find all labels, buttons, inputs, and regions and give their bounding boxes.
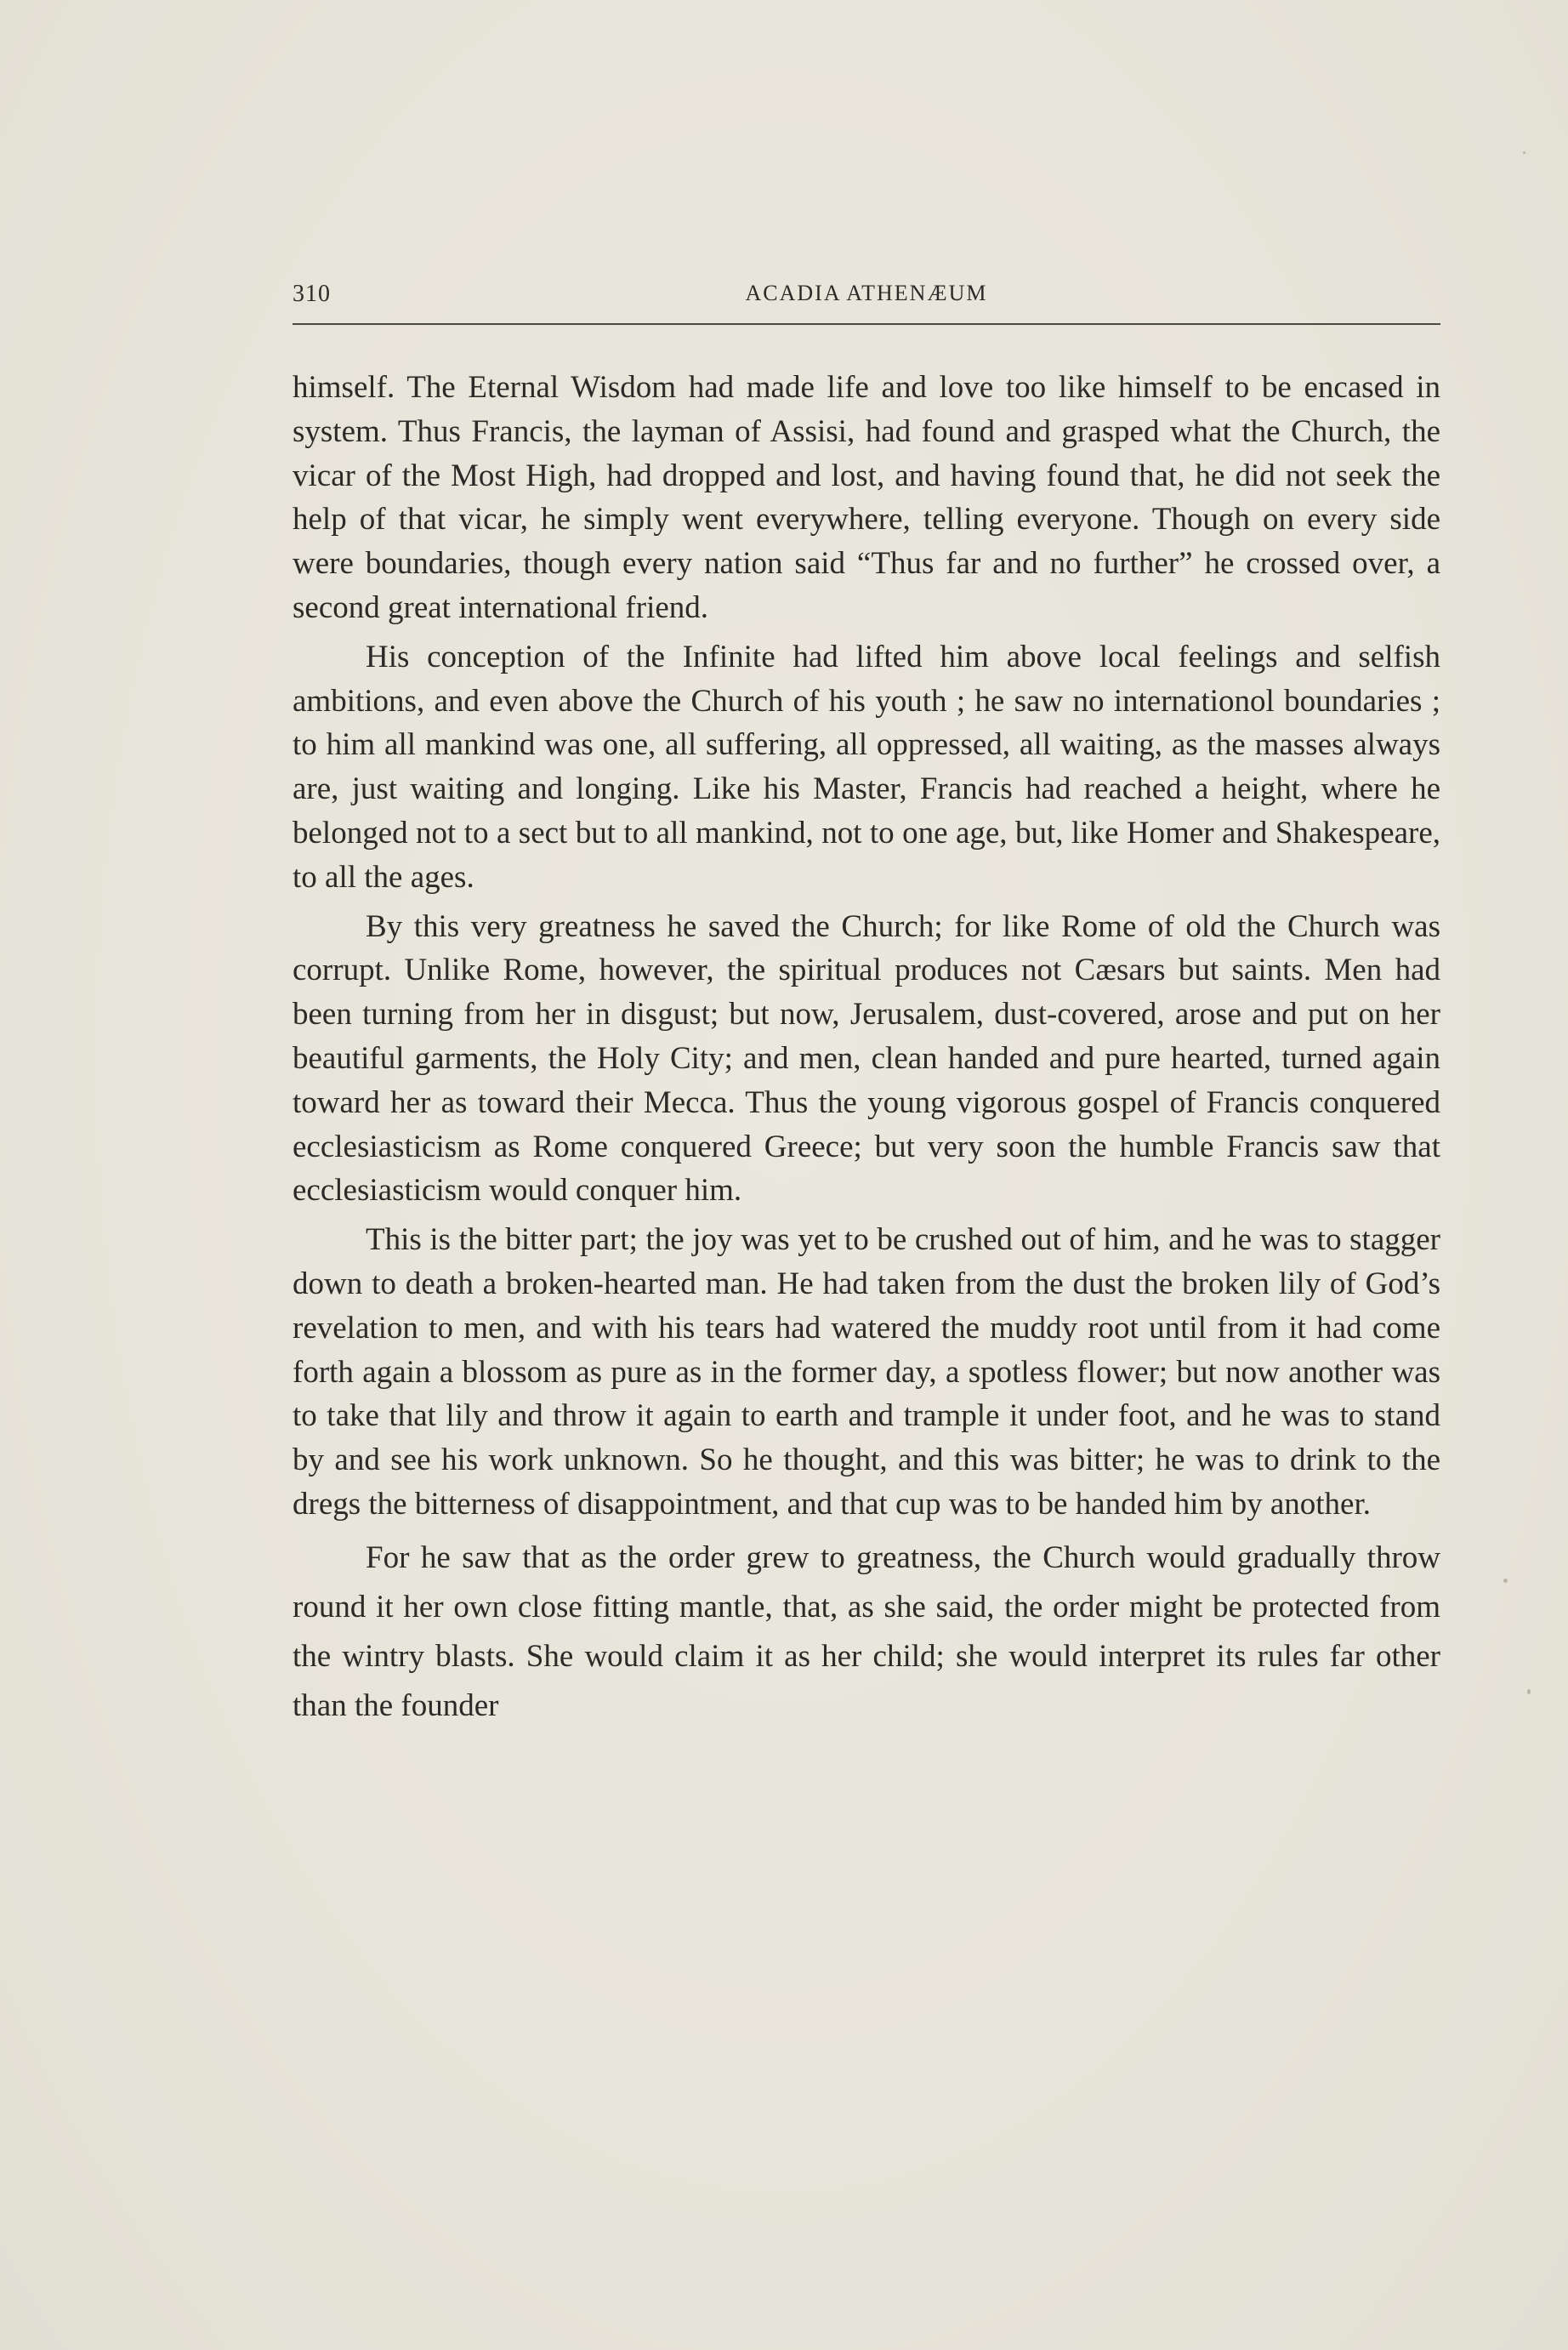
paragraph-4: This is the bitter part; the joy was yet to be crushed out of him, and he was to stagger down to death a broken-hearted man. He had taken from the dust the broken lily of God’s revelation to men, and with his tears had watered the muddy root until from it had come forth again a blossom as pure as in the former day, a spotless flower; but now another was to take that lily and throw it again to earth and trample it under foot, and he was to stand by and see his work unknown. So he thought, and this was bitter; he was to drink to the dregs the bitterness of disappointment, and that cup was to be handed him by another. <box>293 1222 1440 1522</box>
body-text <box>293 366 1440 1731</box>
header-rule <box>293 323 1440 325</box>
running-head: ACADIA ATHENÆUM <box>745 281 988 305</box>
paper-speck <box>1527 1689 1531 1694</box>
page-number: 310 <box>293 281 331 307</box>
page-header <box>293 281 1440 323</box>
paper-speck <box>1503 1579 1508 1583</box>
paper-speck <box>1523 151 1525 154</box>
paragraph-2: His conception of the Infinite had lifted him above local feelings and selfish ambitions, and even above the Church of his youth ; he saw no internationol boundaries ; to him all mankind was one, all suffering, all oppressed, all waiting, as the masses always are, just waiting and longing. Like his Master, Francis had reached a height, where he belonged not to a sect but to all mankind, not to one age, but, like Homer and Shakespeare, to all the ages. <box>293 639 1440 895</box>
paragraph-1: himself. The Eternal Wisdom had made life and love too like himself to be encased in system. Thus Francis, the layman of Assisi, had found and grasped what the Church, the vicar of the Most High, had dropped and lost, and having found that, he did not seek the help of that vicar, he simply went everywhere, telling everyone. Though on every side were boundaries, though every nation said “Thus far and no further” he crossed over, a second great international friend. <box>293 370 1440 625</box>
paragraph-3: By this very greatness he saved the Church; for like Rome of old the Church was corrupt. Unlike Rome, however, the spiritual produces not Cæsars but saints. Men had been turning from her in disgust; but now, Jerusalem, dust-covered, arose and put on her beautiful garments, the Holy City; and men, clean handed and pure hearted, turned again toward her as toward their Mecca. Thus the young vigorous gospel of Francis conquered ecclesiasticism as Rome conquered Greece; but very soon the humble Francis saw that ecclesiasticism would conquer him. <box>293 908 1440 1209</box>
paragraph-5: For he saw that as the order grew to greatness, the Church would gradually throw round it her own close fitting mantle, that, as she said, the order might be protected from the wintry blasts. She would claim it as her child; she would interpret its rules far other than the founder <box>293 1539 1440 1723</box>
